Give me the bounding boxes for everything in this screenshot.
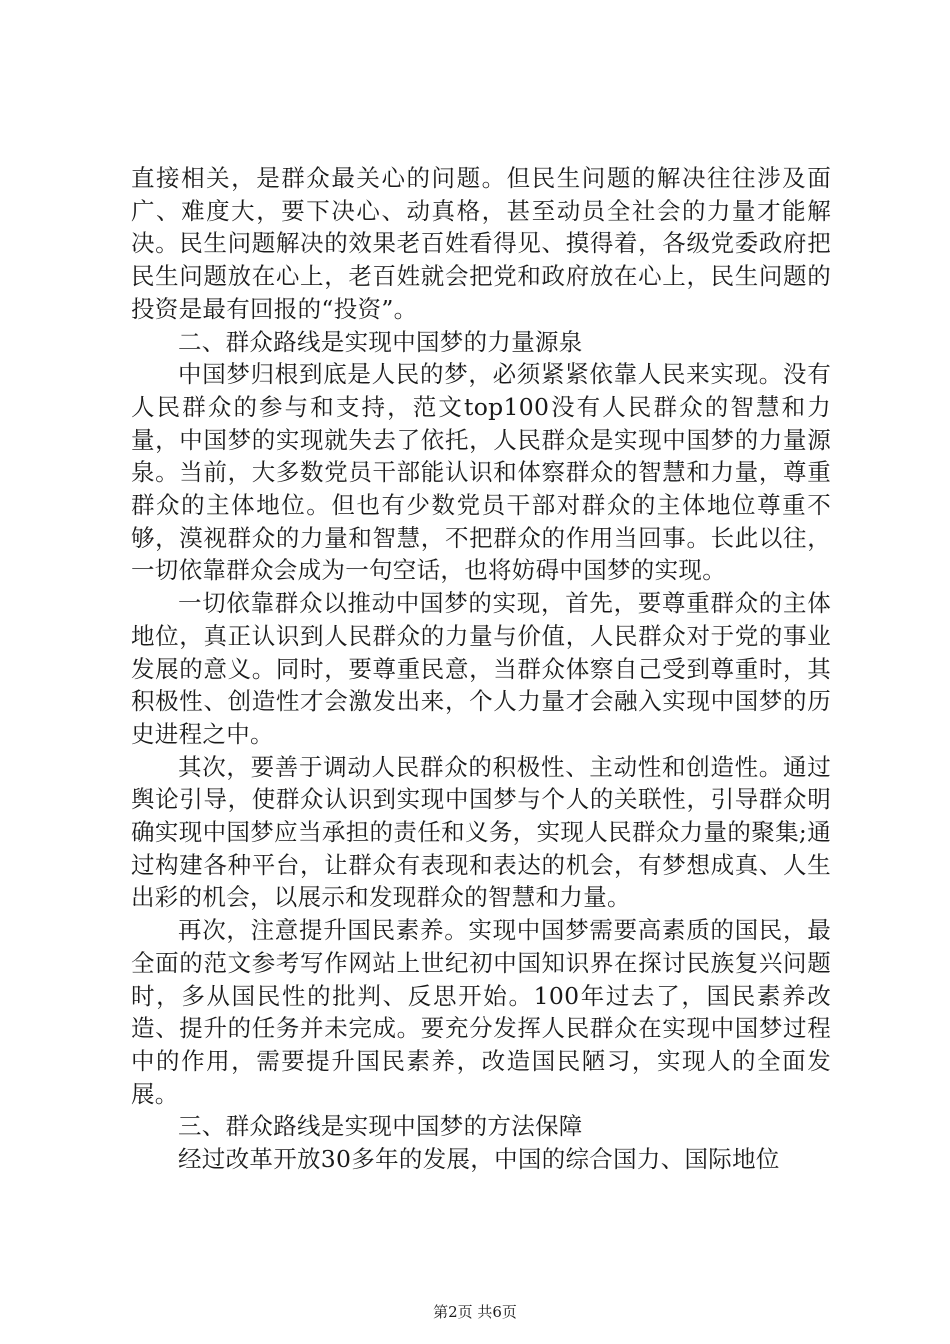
section-heading-3: 三、群众路线是实现中国梦的方法保障 bbox=[178, 1112, 583, 1141]
paragraph: 其次，要善于调动人民群众的积极性、主动性和创造性。通过舆论引导，使群众认识到实现中国梦与个人的关联性，引导群众明确实现中国梦应当承担的责任和义务，实现人民群众力量的聚集;通过构建各种平台，让群众有表现和表达的机会，有梦想成真、人生出彩的机会，以展示和发现群众的智慧和力量。 bbox=[131, 752, 831, 912]
page-footer: 第2页 共6页 bbox=[433, 1303, 517, 1321]
document-body bbox=[131, 162, 831, 1176]
section-heading-2: 二、群众路线是实现中国梦的力量源泉 bbox=[178, 327, 583, 356]
paragraph: 再次，注意提升国民素养。实现中国梦需要高素质的国民，最全面的范文参考写作网站上世纪初中国知识界在探讨民族复兴问题时，多从国民性的批判、反思开始。100年过去了，国民素养改造、提升的任务并未完成。要充分发挥人民群众在实现中国梦过程中的作用，需要提升国民素养，改造国民陋习，实现人的全面发展。 bbox=[131, 916, 831, 1108]
paragraph: 中国梦归根到底是人民的梦，必须紧紧依靠人民来实现。没有人民群众的参与和支持，范文top100没有人民群众的智慧和力量，中国梦的实现就失去了依托，人民群众是实现中国梦的力量源泉。当前，大多数党员干部能认识和体察群众的智慧和力量，尊重群众的主体地位。但也有少数党员干部对群众的主体地位尊重不够，漠视群众的力量和智慧，不把群众的作用当回事。长此以往，一切依靠群众会成为一句空话，也将妨碍中国梦的实现。 bbox=[131, 360, 831, 585]
paragraph: 一切依靠群众以推动中国梦的实现，首先，要尊重群众的主体地位，真正认识到人民群众的力量与价值，人民群众对于党的事业发展的意义。同时，要尊重民意，当群众体察自己受到尊重时，其积极性、创造性才会激发出来，个人力量才会融入实现中国梦的历史进程之中。 bbox=[131, 589, 831, 748]
paragraph-continued: 直接相关，是群众最关心的问题。但民生问题的解决往往涉及面广、难度大，要下决心、动真格，甚至动员全社会的力量才能解决。民生问题解决的效果老百姓看得见、摸得着，各级党委政府把民生问题放在心上，老百姓就会把党和政府放在心上，民生问题的投资是最有回报的“投资”。 bbox=[131, 164, 831, 323]
paragraph: 经过改革开放30多年的发展，中国的综合国力、国际地位 bbox=[178, 1145, 780, 1174]
